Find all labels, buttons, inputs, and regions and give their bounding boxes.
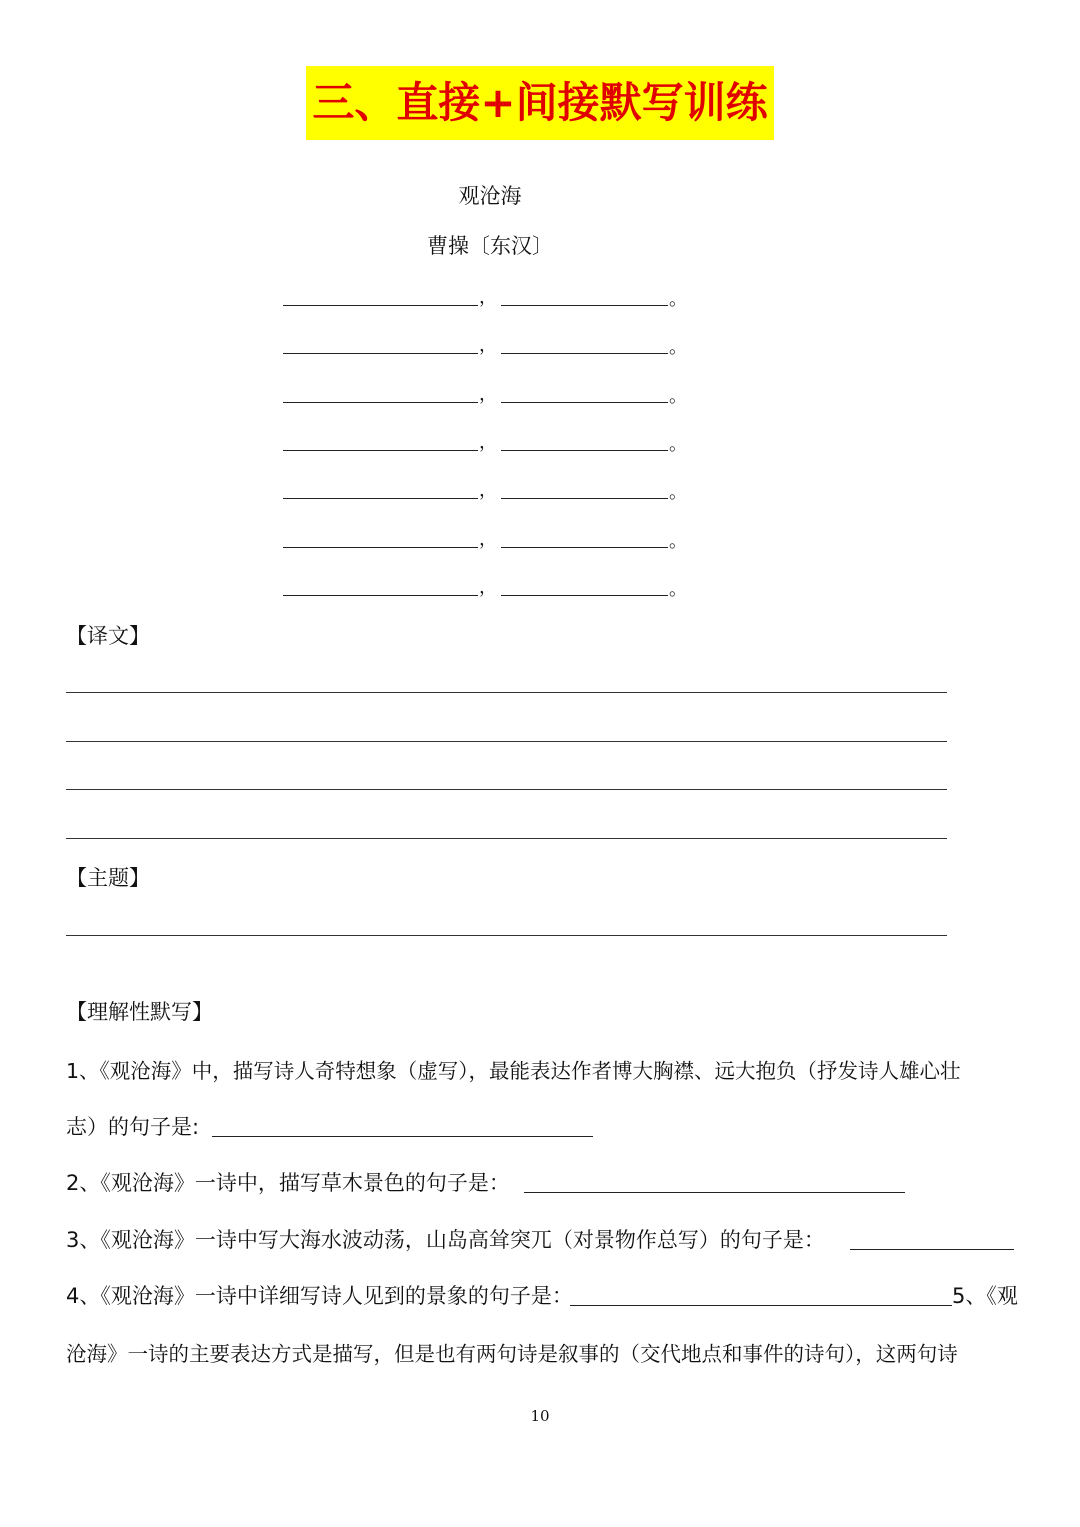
comma-mark: ，: [479, 529, 497, 550]
poem-blank-row: [283, 375, 723, 405]
blank-line[interactable]: [501, 595, 668, 596]
blank-line[interactable]: [283, 547, 478, 548]
question-4-answer-blank[interactable]: [570, 1305, 952, 1306]
poem-author: 曹操〔东汉〕: [427, 234, 553, 258]
comma-mark: ，: [479, 335, 497, 356]
poem-blank-row: [283, 278, 723, 308]
comprehension-heading: 【理解性默写】: [66, 1000, 213, 1024]
blank-line[interactable]: [283, 498, 478, 499]
blank-line[interactable]: [501, 547, 668, 548]
page-number: 10: [530, 1407, 550, 1425]
comma-mark: ，: [479, 577, 497, 598]
question-3-answer-blank[interactable]: [850, 1249, 1014, 1250]
blank-line[interactable]: [283, 353, 478, 354]
poem-title: 观沧海: [458, 184, 522, 208]
poem-blank-row: [283, 326, 723, 356]
blank-line[interactable]: [501, 402, 668, 403]
comma-mark: ，: [479, 480, 497, 501]
blank-line[interactable]: [283, 305, 478, 306]
blank-line[interactable]: [501, 498, 668, 499]
period-mark: 。: [669, 579, 687, 600]
blank-line[interactable]: [283, 402, 478, 403]
poem-blank-row: [283, 520, 723, 550]
period-mark: 。: [669, 289, 687, 310]
question-3: 3、《观沧海》一诗中写大海水波动荡，山岛高耸突兀（对景物作总写）的句子是：: [66, 1228, 825, 1252]
question-4: 4、《观沧海》一诗中详细写诗人见到的景象的句子是：: [66, 1284, 573, 1308]
question-1-answer-blank[interactable]: [212, 1136, 593, 1137]
period-mark: 。: [669, 337, 687, 358]
period-mark: 。: [669, 531, 687, 552]
question-2-answer-blank[interactable]: [524, 1192, 905, 1193]
question-5-start: 5、《观: [952, 1284, 1018, 1308]
theme-answer-line[interactable]: [66, 935, 947, 936]
page-title: 三、直接+间接默写训练: [306, 66, 774, 140]
translation-answer-line[interactable]: [66, 741, 947, 742]
blank-line[interactable]: [283, 595, 478, 596]
theme-heading: 【主题】: [66, 866, 150, 890]
translation-answer-line[interactable]: [66, 789, 947, 790]
question-1-line-2: 志）的句子是:: [66, 1115, 200, 1139]
question-2: 2、《观沧海》一诗中，描写草木景色的句子是：: [66, 1171, 510, 1195]
blank-line[interactable]: [501, 450, 668, 451]
poem-blank-row: [283, 423, 723, 453]
period-mark: 。: [669, 482, 687, 503]
question-1-line-1: 1、《观沧海》中，描写诗人奇特想象（虚写），最能表达作者博大胸襟、远大抱负（抒发诗人雄心壮: [66, 1059, 961, 1083]
period-mark: 。: [669, 386, 687, 407]
translation-heading: 【译文】: [66, 624, 150, 648]
blank-line[interactable]: [501, 353, 668, 354]
comma-mark: ，: [479, 432, 497, 453]
blank-line[interactable]: [501, 305, 668, 306]
comma-mark: ，: [479, 287, 497, 308]
blank-line[interactable]: [283, 450, 478, 451]
poem-blank-row: [283, 568, 723, 598]
translation-answer-line[interactable]: [66, 692, 947, 693]
comma-mark: ，: [479, 384, 497, 405]
poem-blank-row: [283, 471, 723, 501]
question-5-line-2: 沧海》一诗的主要表达方式是描写，但是也有两句诗是叙事的（交代地点和事件的诗句），这两句诗: [66, 1342, 958, 1366]
translation-answer-line[interactable]: [66, 838, 947, 839]
period-mark: 。: [669, 434, 687, 455]
